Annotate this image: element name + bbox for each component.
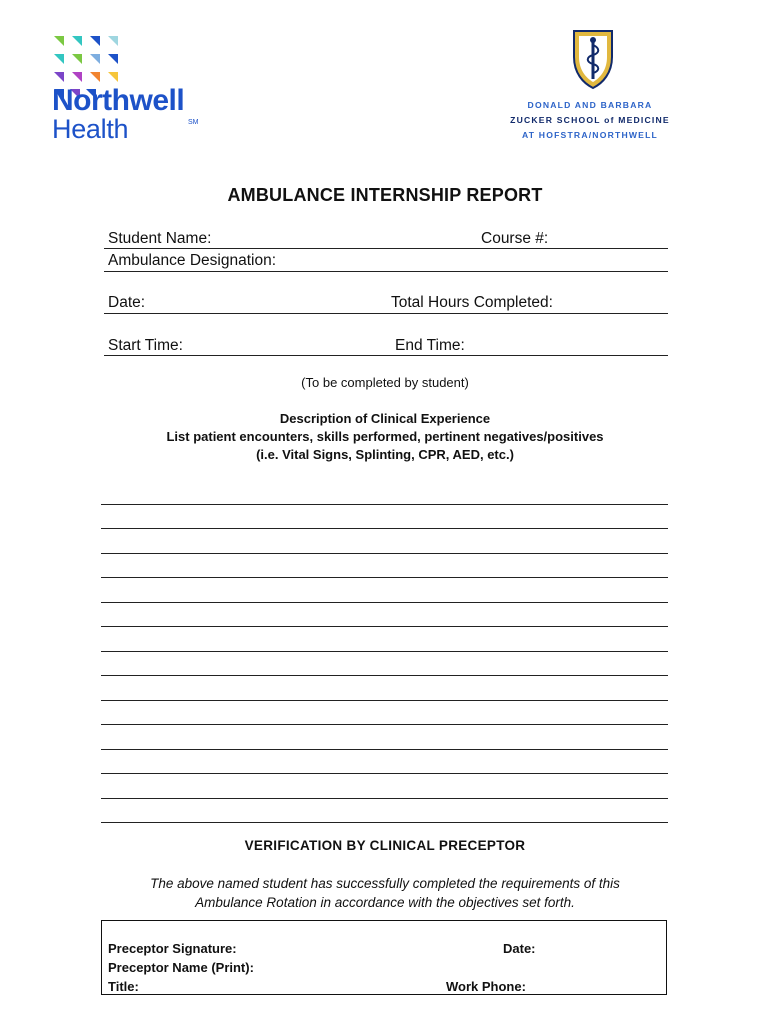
writing-line[interactable] — [101, 577, 668, 578]
student-name-line[interactable] — [104, 248, 668, 249]
zucker-crest-logo — [570, 27, 616, 91]
health-wordmark: Health — [52, 114, 129, 144]
writing-line[interactable] — [101, 675, 668, 676]
writing-line[interactable] — [101, 749, 668, 750]
writing-line[interactable] — [101, 724, 668, 725]
verification-text-line2: Ambulance Rotation in accordance with the objectives set forth. — [195, 895, 575, 910]
writing-line[interactable] — [101, 700, 668, 701]
preceptor-title-label: Title: — [108, 979, 139, 994]
writing-line[interactable] — [101, 528, 668, 529]
zucker-logo-line2: ZUCKER SCHOOL of MEDICINE — [510, 115, 670, 125]
writing-line[interactable] — [101, 602, 668, 603]
date-hours-line[interactable] — [104, 313, 668, 314]
end-time-label: End Time: — [395, 337, 465, 354]
work-phone-label: Work Phone: — [446, 979, 526, 994]
verification-text-line1: The above named student has successfully completed the requirements of this — [150, 876, 620, 891]
writing-line[interactable] — [101, 822, 668, 823]
date-label: Date: — [108, 294, 146, 311]
verification-title: VERIFICATION BY CLINICAL PRECEPTOR — [244, 838, 526, 853]
preceptor-name-label: Preceptor Name (Print): — [108, 960, 254, 975]
northwell-wordmark: Northwell — [52, 84, 185, 117]
preceptor-signature-box — [101, 920, 667, 995]
preceptor-signature-label: Preceptor Signature: — [108, 941, 237, 956]
writing-line[interactable] — [101, 626, 668, 627]
writing-line[interactable] — [101, 798, 668, 799]
start-time-label: Start Time: — [108, 337, 183, 354]
preceptor-date-label: Date: — [503, 941, 536, 956]
total-hours-label: Total Hours Completed: — [391, 294, 553, 311]
report-title: AMBULANCE INTERNSHIP REPORT — [227, 185, 543, 205]
shield-caduceus-icon — [570, 27, 616, 91]
writing-line[interactable] — [101, 773, 668, 774]
ambulance-designation-line[interactable] — [104, 271, 668, 272]
writing-line[interactable] — [101, 651, 668, 652]
zucker-logo-line1: DONALD AND BARBARA — [527, 100, 653, 110]
description-examples: (i.e. Vital Signs, Splinting, CPR, AED, etc.) — [256, 447, 514, 462]
time-line[interactable] — [104, 355, 668, 356]
description-heading: Description of Clinical Experience — [279, 411, 491, 426]
writing-line[interactable] — [101, 553, 668, 554]
course-number-label: Course #: — [481, 230, 549, 247]
student-note: (To be completed by student) — [301, 375, 469, 390]
ambulance-designation-label: Ambulance Designation: — [108, 252, 277, 269]
service-mark: SM — [188, 119, 199, 126]
zucker-logo-line3: AT HOFSTRA/NORTHWELL — [521, 130, 659, 140]
description-instructions: List patient encounters, skills performed, pertinent negatives/positives — [166, 429, 604, 444]
student-name-label: Student Name: — [108, 230, 212, 247]
writing-line[interactable] — [101, 504, 668, 505]
